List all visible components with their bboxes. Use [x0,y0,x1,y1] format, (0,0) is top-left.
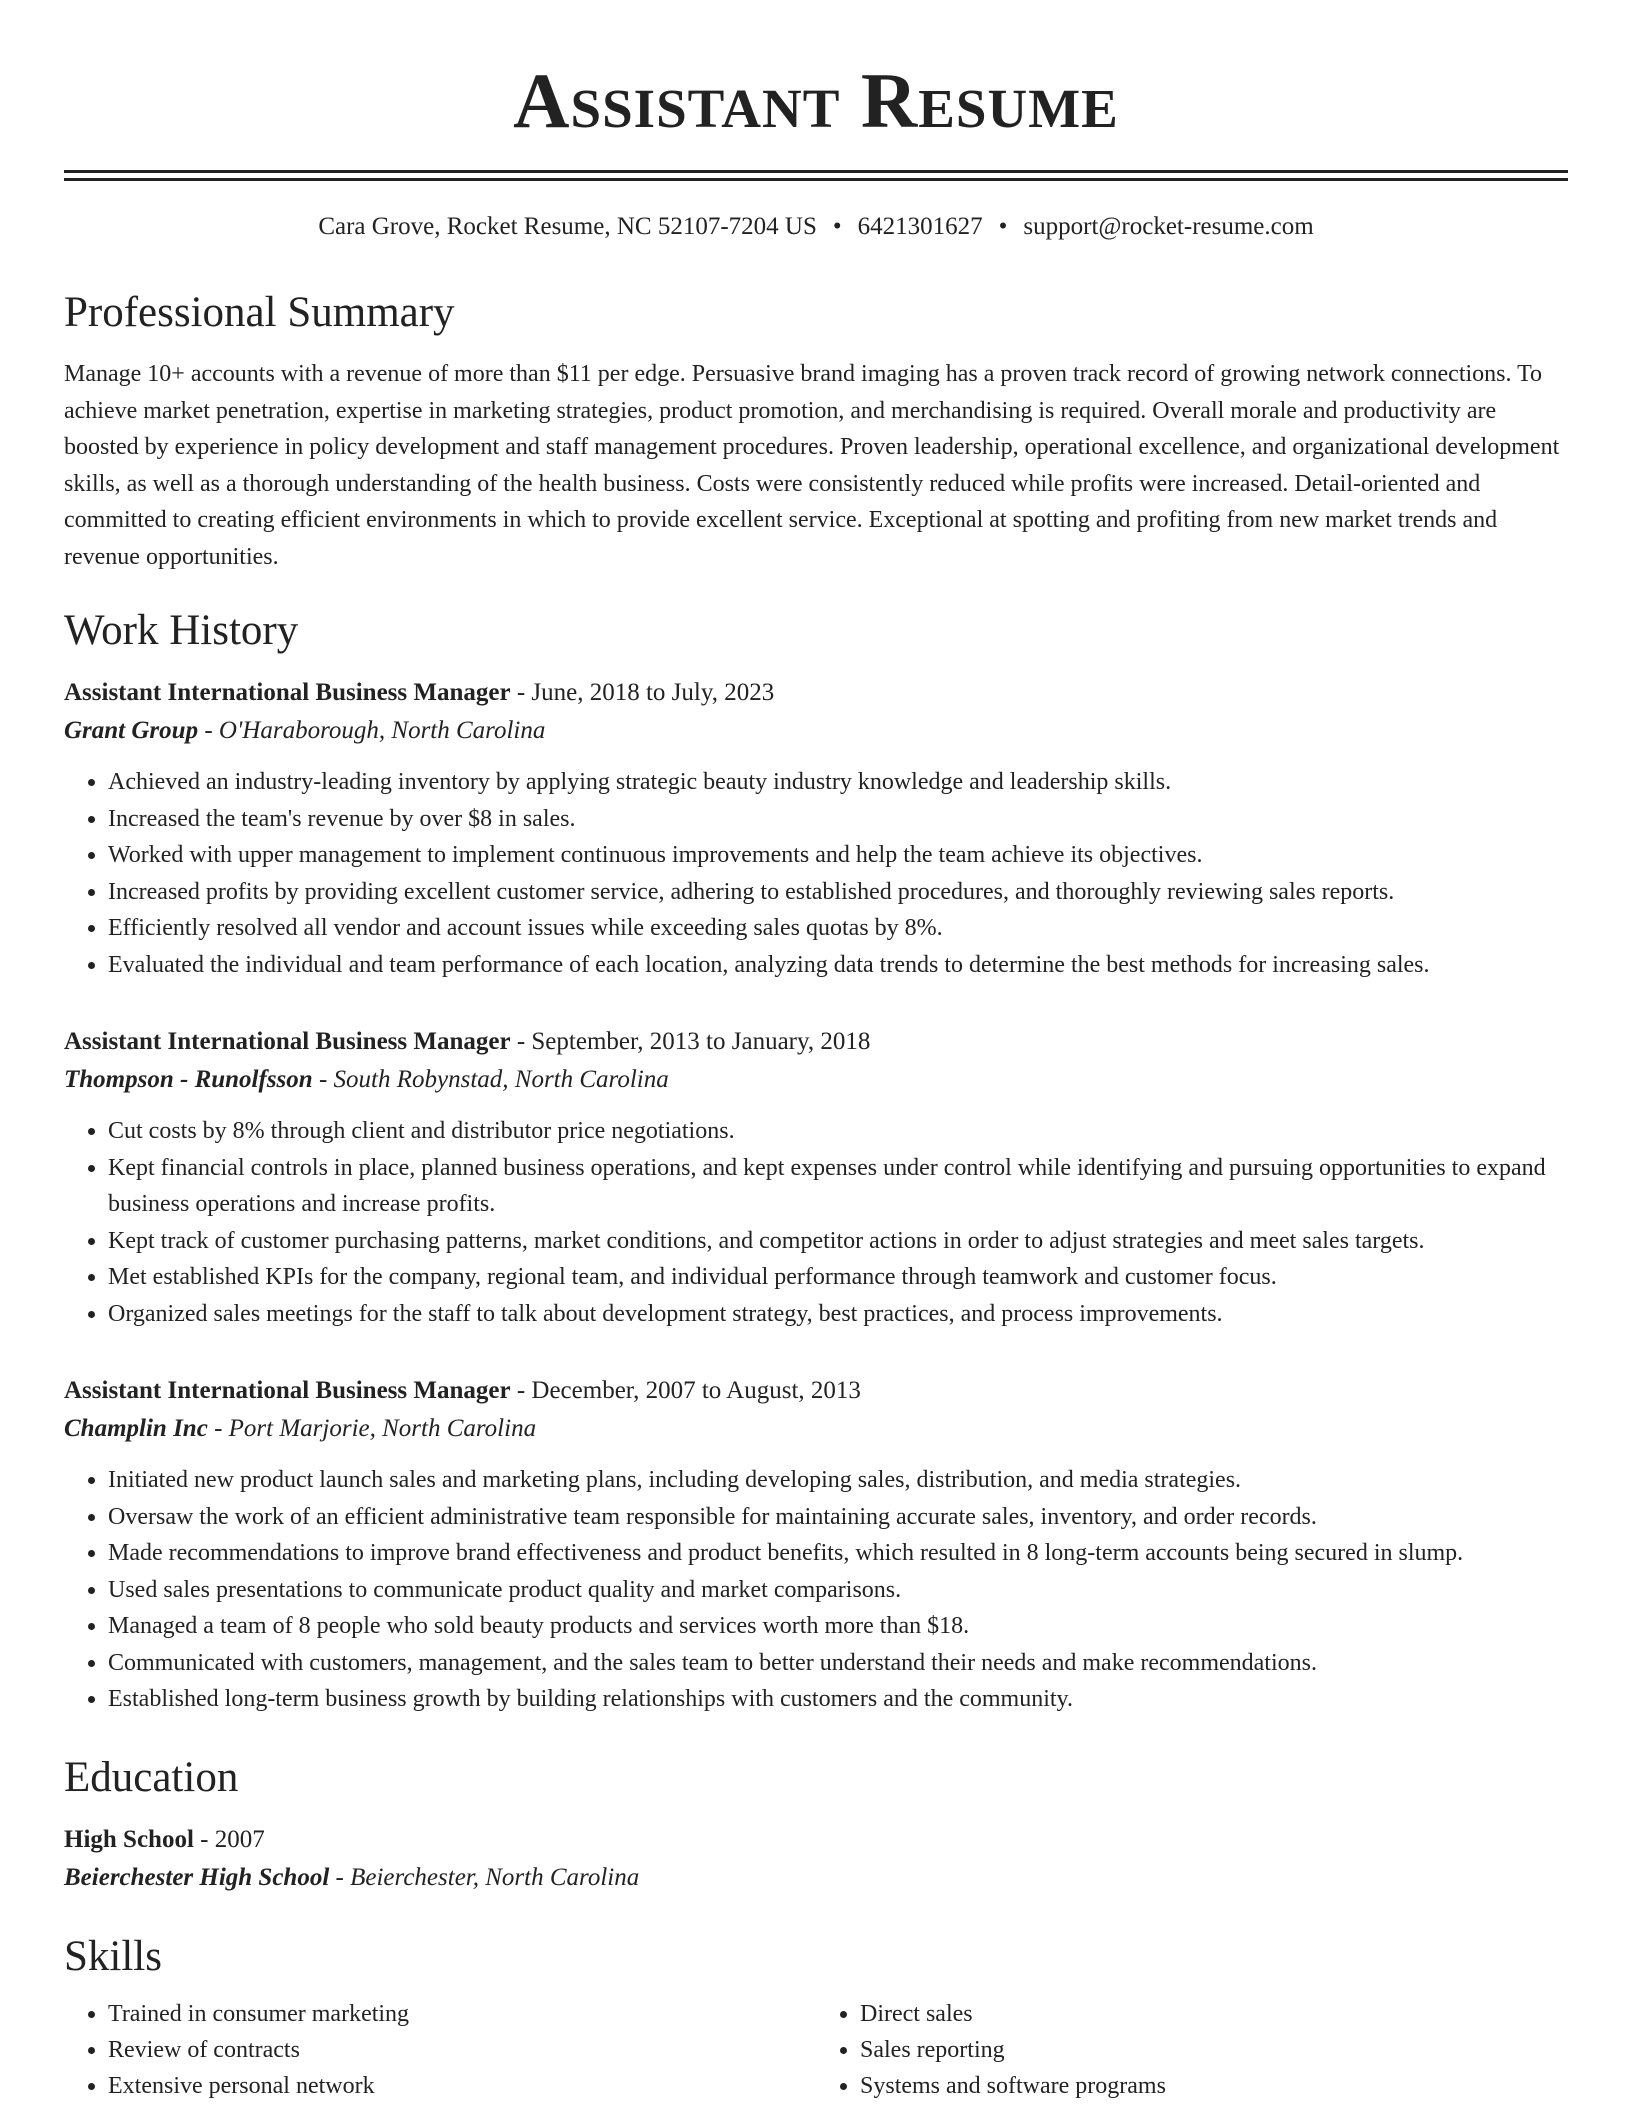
skill-item: • Extensive personal network [108,2068,816,2104]
contact-separator: • [998,213,1008,240]
job-location: - O'Haraborough, North Carolina [198,717,546,744]
list-item: • Communicated with customers, management, and the sales team to better understand their needs and make recommendations. [108,1645,1568,1682]
job-bullets [64,1462,1568,1718]
list-item: • Increased the team's revenue by over $8 in sales. [108,801,1568,838]
list-item: • Increased profits by providing excellent customer service, adhering to established procedures, and thoroughly reviewing sales reports. [108,874,1568,911]
skills-column-left [64,1996,816,2104]
education-year: - 2007 [193,1825,265,1853]
list-item: • Achieved an industry-leading inventory by applying strategic beauty industry knowledge and leadership skills. [108,764,1568,801]
list-item: • Evaluated the individual and team performance of each location, analyzing data trends to determine the best methods for increasing sales. [108,947,1568,984]
job-bullets [64,1113,1568,1332]
contact-line [64,213,1568,241]
list-item: • Kept financial controls in place, planned business operations, and kept expenses under control while identifying and pursuing opportunities to expand business operations and increase profits. [108,1150,1568,1223]
list-item: • Organized sales meetings for the staff to talk about development strategy, best practices, and process improvements. [108,1296,1568,1333]
job-bullets [64,764,1568,983]
skills-column-right [816,1996,1568,2104]
job-dates: - June, 2018 to July, 2023 [510,679,775,706]
skill-item: • Trained in consumer marketing [108,1996,816,2032]
skills-list [64,1996,1568,2104]
list-item: • Met established KPIs for the company, regional team, and individual performance through teamwork and customer focus. [108,1259,1568,1296]
job-company: Grant Group [64,717,199,744]
list-item: • Made recommendations to improve brand effectiveness and product benefits, which resulted in 8 long-term accounts being secured in slump. [108,1535,1568,1572]
skills-heading: Skills [64,1932,162,1980]
skill-item: • Systems and software programs [860,2068,1568,2104]
contact-phone: 6421301627 [857,213,983,240]
contact-address: Cara Grove, Rocket Resume, NC 52107-7204 US [318,213,817,240]
job-role: Assistant International Business Manager [64,679,511,706]
job-role: Assistant International Business Manager [64,1377,511,1404]
job-entry [64,1372,1568,1718]
list-item: • Worked with upper management to implement continuous improvements and help the team achieve its objectives. [108,837,1568,874]
job-location: - South Robynstad, North Carolina [312,1066,669,1093]
contact-email: support@rocket-resume.com [1023,213,1314,240]
title-divider [64,170,1568,181]
job-company: Thompson - Runolfsson [64,1066,313,1093]
list-item: • Managed a team of 8 people who sold beauty products and services worth more than $18. [108,1608,1568,1645]
skill-item: • Review of contracts [108,2032,816,2068]
job-role: Assistant International Business Manager [64,1028,511,1055]
skill-item: • Sales reporting [860,2032,1568,2068]
list-item: • Established long-term business growth by building relationships with customers and the community. [108,1681,1568,1718]
job-dates: - December, 2007 to August, 2013 [510,1377,861,1404]
summary-heading: Professional Summary [64,289,455,336]
work-history-heading: Work History [64,607,299,654]
job-entry [64,1023,1568,1332]
job-entry [64,674,1568,983]
skill-item: • Direct sales [860,1996,1568,2032]
education-degree: High School [64,1825,194,1853]
page-title: Assistant Resume [513,57,1119,144]
list-item: • Cut costs by 8% through client and distributor price negotiations. [108,1113,1568,1150]
list-item: • Oversaw the work of an efficient administrative team responsible for maintaining accurate sales, inventory, and order records. [108,1499,1568,1536]
job-dates: - September, 2013 to January, 2018 [510,1028,871,1055]
list-item: • Used sales presentations to communicate product quality and market comparisons. [108,1572,1568,1609]
list-item: • Efficiently resolved all vendor and account issues while exceeding sales quotas by 8%. [108,910,1568,947]
job-location: - Port Marjorie, North Carolina [207,1415,537,1442]
education-location: - Beierchester, North Carolina [329,1863,640,1891]
summary-text: Manage 10+ accounts with a revenue of more than $11 per edge. Persuasive brand imaging has a proven track record of growing network connections. To achieve market penetration, expertise in marketing strategies, product promotion, and merchandising is required. Overall morale and productivity are boosted by experience in policy development and staff management procedures. Proven leadership, operational excellence, and organizational development skills, as well as a thorough understanding of the health business. Costs were consistently reduced while profits were increased. Detail-oriented and committed to creating efficient environments in which to provide excellent service. Exceptional at spotting and profiting from new market trends and revenue opportunities. [64,361,1560,570]
list-item: • Kept track of customer purchasing patterns, market conditions, and competitor actions in order to adjust strategies and meet sales targets. [108,1223,1568,1260]
contact-separator: • [832,213,842,240]
education-entry [64,1821,1568,1897]
education-heading: Education [64,1753,239,1801]
job-company: Champlin Inc [64,1415,208,1442]
list-item: • Initiated new product launch sales and marketing plans, including developing sales, distribution, and media strategies. [108,1462,1568,1499]
education-school: Beierchester High School [64,1863,330,1891]
